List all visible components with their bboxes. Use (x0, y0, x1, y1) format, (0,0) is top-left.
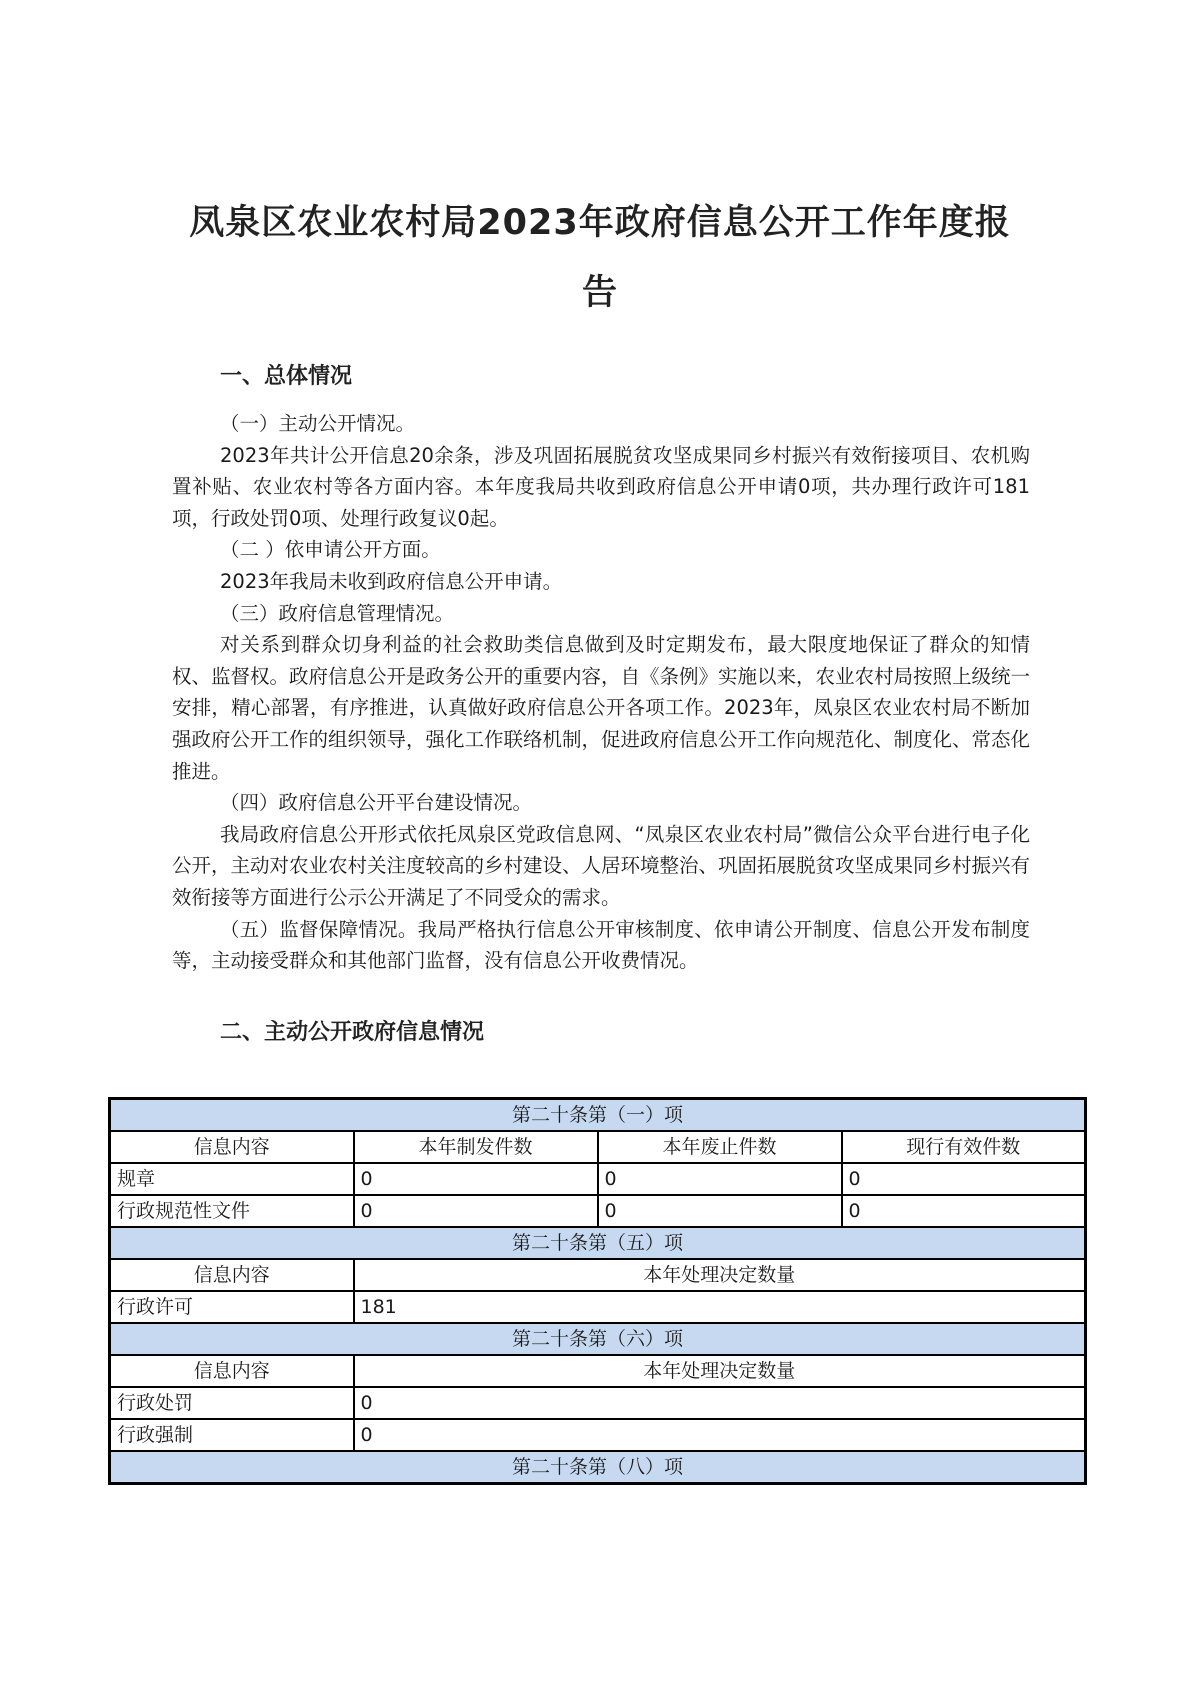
section-header-cell: 第二十条第（八）项 (110, 1451, 1086, 1484)
table-cell: 0 (354, 1419, 1086, 1451)
table-header-row (110, 1131, 1086, 1163)
paragraph: （四）政府信息公开平台建设情况。 (220, 791, 533, 815)
table-cell: 行政规范性文件 (110, 1195, 354, 1227)
header-cell: 本年处理决定数量 (354, 1355, 1086, 1387)
table-row (110, 1387, 1086, 1419)
table-header-row (110, 1355, 1086, 1387)
table-header-row (110, 1259, 1086, 1291)
table-cell: 0 (598, 1195, 842, 1227)
title-line-2: 告 (581, 273, 618, 313)
table-cell: 行政强制 (110, 1419, 354, 1451)
header-cell: 现行有效件数 (842, 1131, 1086, 1163)
disclosure-table (108, 1097, 1087, 1485)
paragraph: （三）政府信息管理情况。 (220, 601, 455, 625)
page-title (150, 188, 1050, 328)
section-1-body (172, 408, 1030, 977)
paragraph: 2023年我局未收到政府信息公开申请。 (220, 569, 563, 593)
header-cell: 本年制发件数 (354, 1131, 598, 1163)
table-cell: 0 (354, 1387, 1086, 1419)
table-cell: 0 (354, 1195, 598, 1227)
header-cell: 信息内容 (110, 1131, 354, 1163)
section-1-heading: 一、总体情况 (220, 364, 353, 389)
table-row (110, 1419, 1086, 1451)
paragraph: （二 ）依申请公开方面。 (220, 538, 441, 562)
paragraph: （五）监督保障情况。我局严格执行信息公开审核制度、依申请公开制度、信息公开发布制度等，主动接受群众和其他部门监督，没有信息公开收费情况。 (172, 917, 1030, 973)
section-header-cell: 第二十条第（一）项 (110, 1099, 1086, 1132)
section-2-heading: 二、主动公开政府信息情况 (220, 1020, 485, 1045)
header-cell: 信息内容 (110, 1259, 354, 1291)
header-cell: 本年废止件数 (598, 1131, 842, 1163)
table-section-header (110, 1099, 1086, 1132)
table-section-header (110, 1451, 1086, 1484)
table-cell: 181 (354, 1291, 1086, 1323)
table-section-header (110, 1227, 1086, 1259)
table-cell: 0 (842, 1195, 1086, 1227)
paragraph: 我局政府信息公开形式依托凤泉区党政信息网、“凤泉区农业农村局”微信公众平台进行电子化公开，主动对农业农村关注度较高的乡村建设、人居环境整治、巩固拓展脱贫攻坚成果同乡村振兴有效衔接等方面进行公示公开满足了不同受众的需求。 (172, 822, 1031, 909)
section-header-cell: 第二十条第（六）项 (110, 1323, 1086, 1355)
table-row (110, 1163, 1086, 1195)
table-row (110, 1195, 1086, 1227)
header-cell: 信息内容 (110, 1355, 354, 1387)
table-cell: 0 (842, 1163, 1086, 1195)
paragraph: 2023年共计公开信息20余条，涉及巩固拓展脱贫攻坚成果同乡村振兴有效衔接项目、农机购置补贴、农业农村等各方面内容。本年度我局共收到政府信息公开申请0项，共办理行政许可181项，行政处罚0项、处理行政复议0起。 (172, 443, 1030, 530)
table-cell: 行政处罚 (110, 1387, 354, 1419)
paragraph: （一）主动公开情况。 (220, 412, 416, 435)
table-row (110, 1291, 1086, 1323)
paragraph: 对关系到群众切身利益的社会救助类信息做到及时定期发布，最大限度地保证了群众的知情权、监督权。政府信息公开是政务公开的重要内容，自《条例》实施以来，农业农村局按照上级统一安排，精心部署，有序推进，认真做好政府信息公开各项工作。2023年，凤泉区农业农村局不断加强政府公开工作的组织领导，强化工作联络机制，促进政府信息公开工作向规范化、制度化、常态化推进。 (172, 633, 1031, 783)
section-header-cell: 第二十条第（五）项 (110, 1227, 1086, 1259)
table-cell: 规章 (110, 1163, 354, 1195)
table-cell: 0 (598, 1163, 842, 1195)
table-cell: 0 (354, 1163, 598, 1195)
table-cell: 行政许可 (110, 1291, 354, 1323)
header-cell: 本年处理决定数量 (354, 1259, 1086, 1291)
title-line-1: 凤泉区农业农村局2023年政府信息公开工作年度报 (189, 203, 1011, 243)
table-section-header (110, 1323, 1086, 1355)
